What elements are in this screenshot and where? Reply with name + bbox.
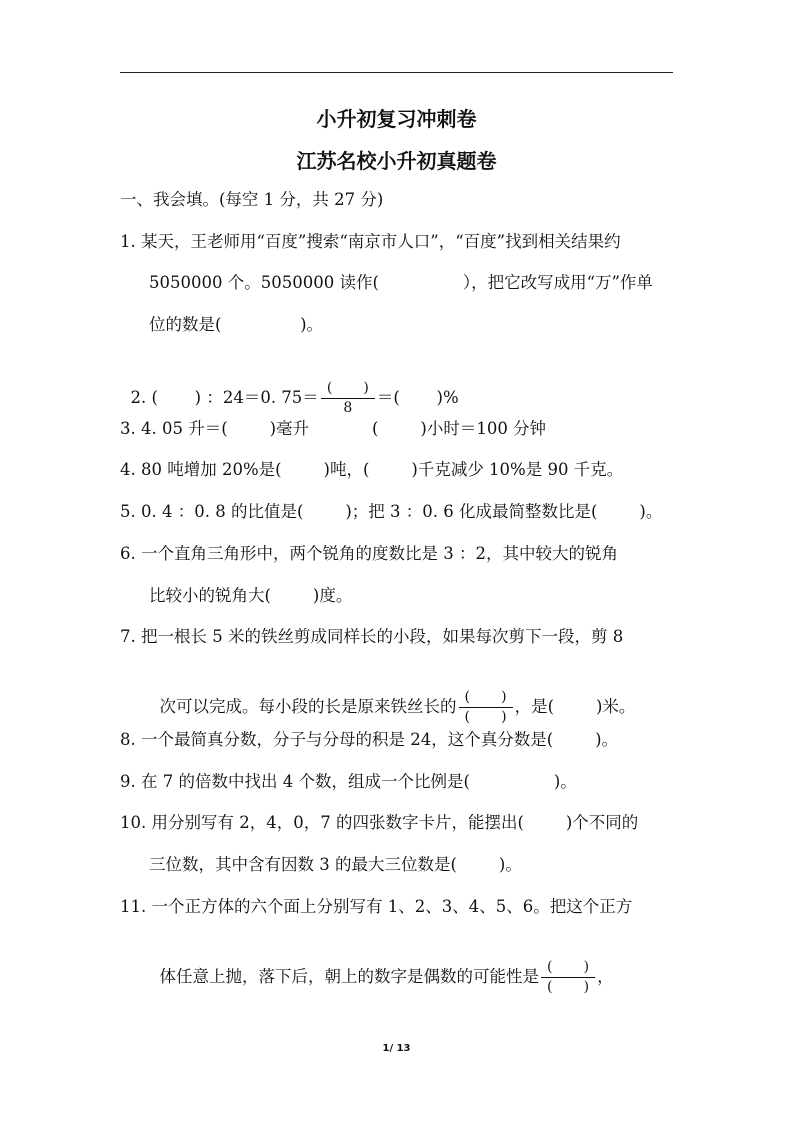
question-8: 8. 一个最简真分数，分子与分母的积是 24，这个真分数是( )。	[120, 730, 619, 749]
fraction	[459, 689, 513, 726]
question-9: 9. 在 7 的倍数中找出 4 个数，组成一个比例是( )。	[120, 772, 577, 791]
fraction-denominator: ( )	[464, 709, 507, 725]
question-11-post: ，	[597, 967, 614, 986]
fraction-denominator: 8	[343, 400, 353, 416]
question-7-line-1: 7. 把一根长 5 米的铁丝剪成同样长的小段，如果每次剪下一段，剪 8	[120, 627, 624, 646]
page-subtitle: 江苏名校小升初真题卷	[296, 149, 497, 173]
question-10-line-1: 10. 用分别写有 2，4，0，7 的四张数字卡片，能摆出( )个不同的	[120, 813, 639, 832]
question-4: 4. 80 吨增加 20%是( )吨，( )千克减少 10%是 90 千克。	[120, 460, 624, 479]
question-7-pre: 次可以完成。每小段的长是原来铁丝长的	[159, 697, 457, 716]
question-1-line-3: 位的数是( )。	[149, 315, 324, 334]
question-1-line-1: 1. 某天，王老师用“百度”搜索“南京市人口”，“百度”找到相关结果约	[120, 232, 621, 251]
question-11-pre: 体任意上抛，落下后，朝上的数字是偶数的可能性是	[159, 967, 539, 986]
header-rule	[120, 72, 673, 73]
question-2	[120, 358, 459, 417]
question-5: 5. 0. 4 ：0. 8 的比值是( )；把 3 ：0. 6 化成最简整数比是( )。	[120, 502, 663, 521]
question-11-line-2	[149, 937, 614, 996]
fraction-numerator: ( )	[321, 380, 375, 399]
page-title: 小升初复习冲刺卷	[316, 107, 477, 131]
question-3: 3. 4. 05 升＝( )毫升 ( )小时＝100 分钟	[120, 419, 547, 438]
question-11-line-1: 11. 一个正方体的六个面上分别写有 1、2、3、4、5、6。把这个正方	[120, 897, 633, 916]
question-7-line-2	[149, 667, 635, 726]
question-2-post: ＝( )%	[376, 388, 459, 407]
fraction	[321, 380, 375, 417]
question-6-line-1: 6. 一个直角三角形中，两个锐角的度数比是 3 ：2，其中较大的锐角	[120, 544, 618, 563]
section-heading: 一、我会填。(每空 1 分，共 27 分)	[120, 190, 384, 209]
fraction	[541, 959, 595, 996]
question-10-line-2: 三位数，其中含有因数 3 的最大三位数是( )。	[149, 855, 522, 874]
question-6-line-2: 比较小的锐角大( )度。	[149, 586, 353, 605]
question-1-line-2: 5050000 个。5050000 读作( ），把它改写成用“万”作单	[149, 273, 653, 292]
page-number: 1/ 13	[382, 1043, 411, 1054]
question-2-pre: 2. ( ) ：24＝0. 75＝	[130, 388, 319, 407]
question-7-post: ，是( )米。	[514, 697, 636, 716]
fraction-numerator: ( )	[459, 689, 513, 708]
fraction-numerator: ( )	[541, 959, 595, 978]
fraction-denominator: ( )	[547, 979, 590, 995]
